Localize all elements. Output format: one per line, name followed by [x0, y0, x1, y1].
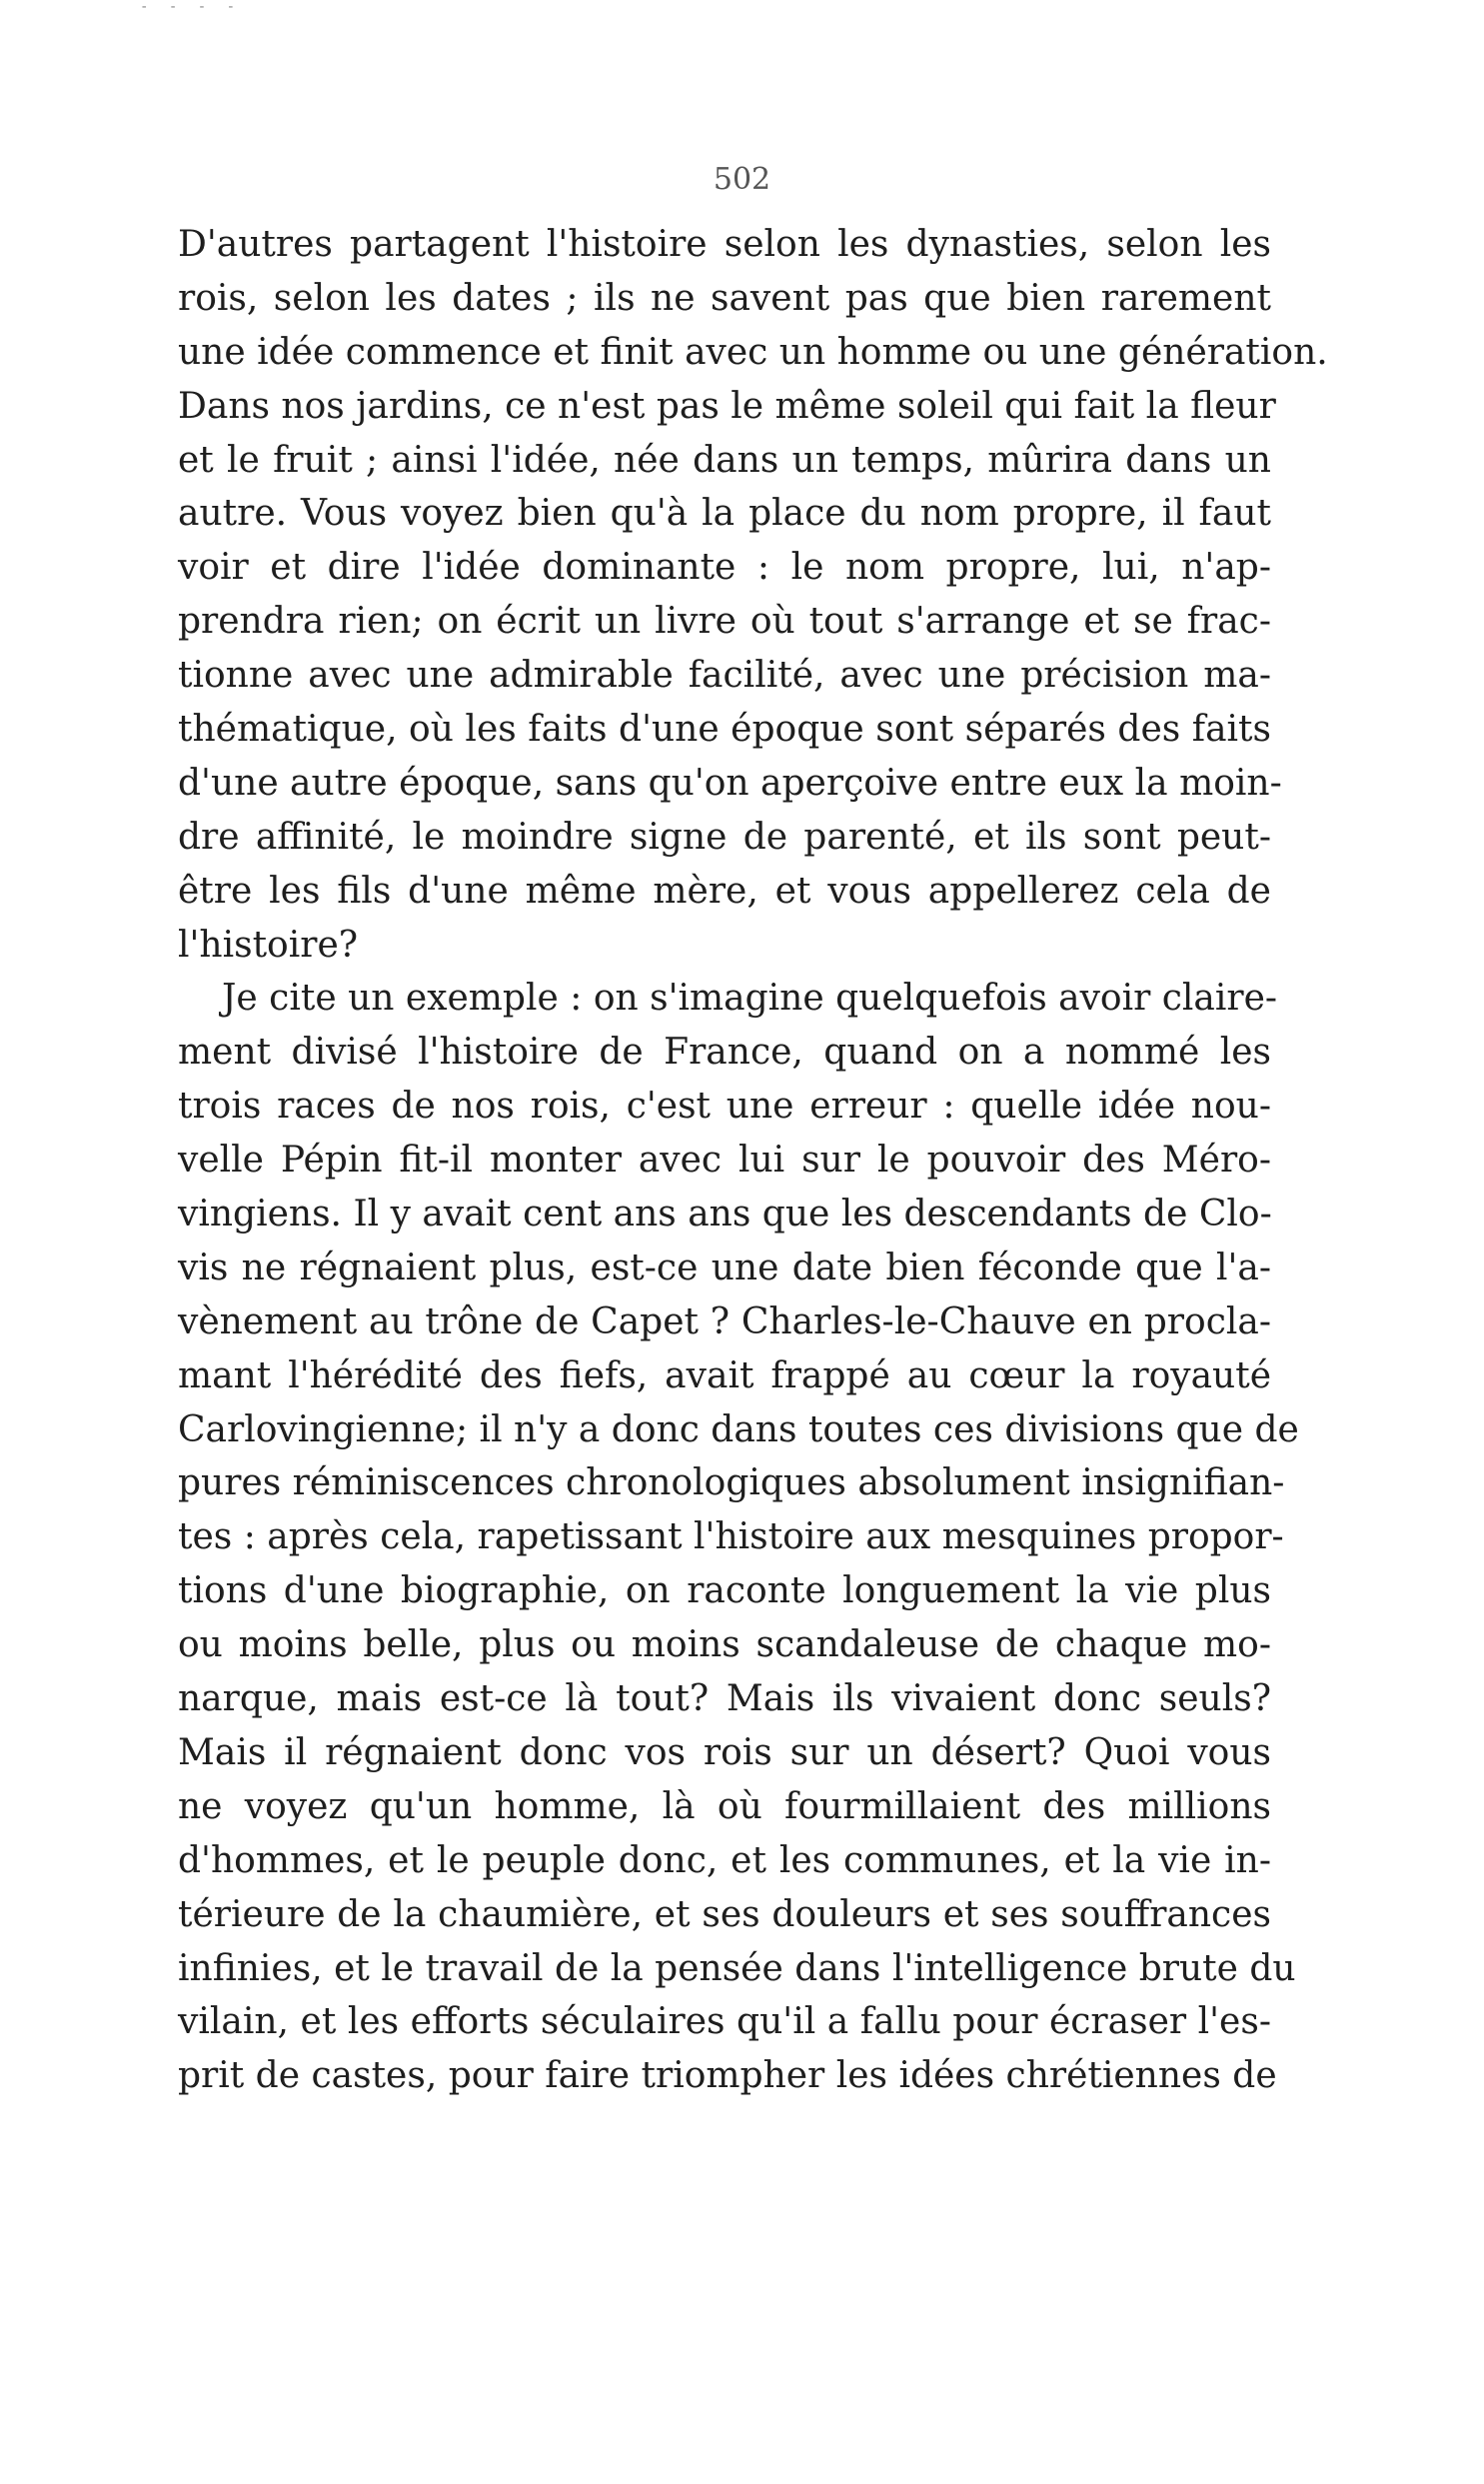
paragraph [178, 218, 1328, 972]
text-line: et le fruit ; ainsi l'idée, née dans un temps, mûrira dans un [178, 439, 1271, 481]
paragraph [178, 972, 1299, 2103]
text-line: thématique, où les faits d'une époque sont séparés des faits [178, 709, 1271, 751]
text-line: vilain, et les efforts séculaires qu'il a fallu pour écraser l'es- [178, 2001, 1271, 2043]
text-line: narque, mais est-ce là tout? Mais ils vivaient donc seuls? [178, 1678, 1271, 1720]
text-line: Dans nos jardins, ce n'est pas le même soleil qui fait la fleur [178, 385, 1276, 427]
text-line: vingiens. Il y avait cent ans ans que les descendants de Clo- [178, 1194, 1272, 1236]
text-line: infinies, et le travail de la pensée dans l'intelligence brute du [178, 1947, 1296, 1989]
top-edge-marks: - - - - [140, 0, 242, 15]
text-line: une idée commence et finit avec un homme ou une génération. [178, 331, 1328, 373]
text-line: Je cite un exemple : on s'imagine quelquefois avoir claire- [222, 978, 1278, 1020]
text-line: vis ne régnaient plus, est-ce une date bien féconde que l'a- [178, 1246, 1271, 1288]
text-line: prit de castes, pour faire triompher les idées chrétiennes de [178, 2055, 1277, 2097]
page-number: 502 [713, 162, 771, 197]
text-line: être les fils d'une même mère, et vous appellerez cela de [178, 870, 1271, 912]
text-line: ou moins belle, plus ou moins scandaleuse de chaque mo- [178, 1624, 1271, 1666]
text-line: velle Pépin fit-il monter avec lui sur le pouvoir des Méro- [178, 1140, 1271, 1182]
text-line: l'histoire? [178, 924, 359, 966]
text-line: dre affinité, le moindre signe de parenté, et ils sont peut- [178, 816, 1271, 858]
text-line: vènement au trône de Capet ? Charles-le-Chauve en procla- [178, 1300, 1271, 1342]
text-line: Mais il régnaient donc vos rois sur un désert? Quoi vous [178, 1731, 1271, 1773]
text-line: voir et dire l'idée dominante : le nom propre, lui, n'ap- [178, 547, 1271, 589]
text-line: prendra rien; on écrit un livre où tout s'arrange et se frac- [178, 601, 1271, 643]
text-line: mant l'hérédité des fiefs, avait frappé au cœur la royauté [178, 1354, 1271, 1396]
text-line: Carlovingienne; il n'y a donc dans toutes ces divisions que de [178, 1408, 1299, 1450]
text-line: pures réminiscences chronologiques absolument insignifian- [178, 1462, 1285, 1504]
text-line: tionne avec une admirable facilité, avec une précision ma- [178, 655, 1271, 697]
text-line: térieure de la chaumière, et ses douleurs et ses souffrances [178, 1893, 1271, 1935]
text-line: rois, selon les dates ; ils ne savent pas que bien rarement [178, 277, 1271, 319]
text-line: autre. Vous voyez bien qu'à la place du nom propre, il faut [178, 493, 1271, 535]
body-text [178, 218, 1328, 2103]
text-line: tions d'une biographie, on raconte longuement la vie plus [178, 1570, 1271, 1612]
text-line: ment divisé l'histoire de France, quand on a nommé les [178, 1032, 1271, 1074]
text-line: tes : après cela, rapetissant l'histoire aux mesquines propor- [178, 1516, 1284, 1558]
text-line: ne voyez qu'un homme, là où fourmillaient des millions [178, 1785, 1271, 1827]
text-line: trois races de nos rois, c'est une erreur : quelle idée nou- [178, 1086, 1271, 1128]
text-line: d'hommes, et le peuple donc, et les communes, et la vie in- [178, 1839, 1271, 1881]
text-line: D'autres partagent l'histoire selon les dynasties, selon les [178, 224, 1271, 265]
text-line: d'une autre époque, sans qu'on aperçoive entre eux la moin- [178, 762, 1282, 804]
